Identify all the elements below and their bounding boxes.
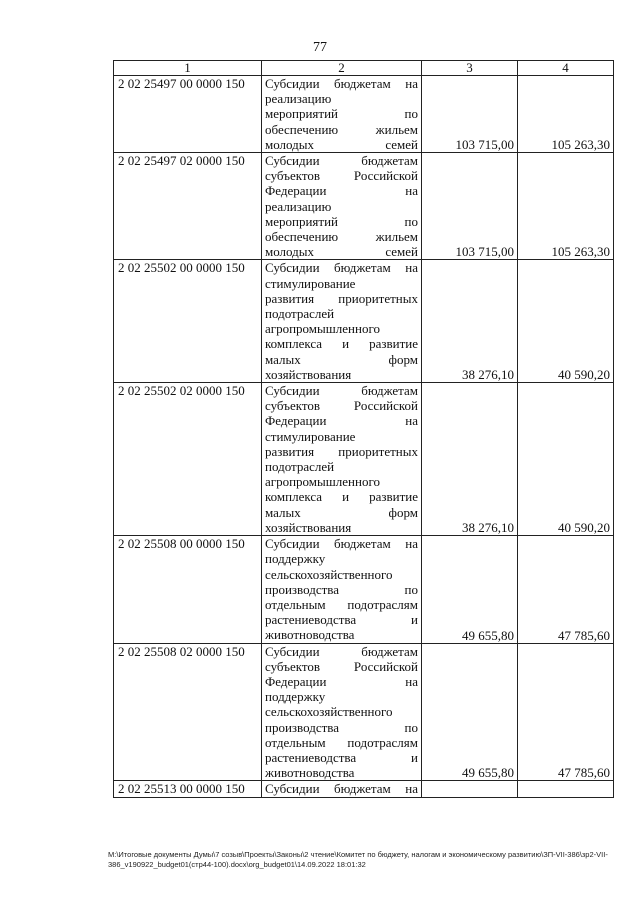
description-line: субъектов Российской [265, 168, 418, 184]
column-header: 3 [422, 61, 518, 76]
description-line: обеспечению жильем [265, 229, 418, 245]
description-line: Федерации на [265, 413, 418, 429]
description-cell [262, 76, 422, 153]
description-line: производства по [265, 719, 418, 735]
description-line: обеспечению жильем [265, 121, 418, 137]
description-line: мероприятий по [265, 213, 418, 229]
amount-col4-cell [518, 781, 614, 798]
description-line: малых форм [265, 351, 418, 367]
budget-code-cell: 2 02 25502 00 0000 150 [114, 260, 262, 383]
description-line: отдельным подотраслям [265, 734, 418, 750]
description-line: Субсидии бюджетам на [265, 536, 418, 552]
amount-col3-cell: 103 715,00 [422, 76, 518, 153]
description-line: агропромышленного [265, 474, 380, 490]
description-line: реализацию [265, 91, 332, 107]
description-line: Субсидии бюджетам [265, 383, 418, 399]
description-line: Субсидии бюджетам на [265, 781, 418, 797]
budget-table [113, 60, 614, 798]
description-line: реализацию [265, 198, 332, 214]
table-row [114, 76, 614, 153]
table-row [114, 781, 614, 798]
document-path-footer [108, 850, 618, 870]
column-header: 2 [262, 61, 422, 76]
description-line: Субсидии бюджетам на [265, 76, 418, 91]
amount-col3-cell: 38 276,10 [422, 383, 518, 536]
table-row [114, 536, 614, 643]
description-line: Федерации на [265, 673, 418, 689]
amount-col3-cell: 49 655,80 [422, 536, 518, 643]
description-line: растениеводства и [265, 749, 418, 765]
amount-col3-cell: 38 276,10 [422, 260, 518, 383]
description-line: агропромышленного [265, 321, 380, 337]
description-line: Субсидии бюджетам [265, 153, 418, 169]
description-line: молодых семей [265, 244, 418, 260]
budget-code-cell: 2 02 25508 02 0000 150 [114, 643, 262, 781]
description-line: комплекса и развитие [265, 336, 418, 352]
amount-col3-cell [422, 781, 518, 798]
table-header-row [114, 61, 614, 76]
description-line: стимулирование [265, 275, 356, 291]
description-line: подотраслей [265, 306, 335, 322]
description-line: животноводства [265, 627, 355, 643]
description-line: развития приоритетных [265, 290, 418, 306]
description-line: сельскохозяйственного [265, 566, 393, 582]
budget-code-cell: 2 02 25497 00 0000 150 [114, 76, 262, 153]
description-line: поддержку [265, 551, 326, 567]
description-cell [262, 643, 422, 781]
description-cell [262, 781, 422, 798]
amount-col3-cell: 49 655,80 [422, 643, 518, 781]
column-header: 1 [114, 61, 262, 76]
amount-col4-cell: 105 263,30 [518, 153, 614, 260]
description-line: отдельным подотраслям [265, 596, 418, 612]
description-line: производства по [265, 581, 418, 597]
column-header: 4 [518, 61, 614, 76]
footer-line: M:\Итоговые документы Думы\7 созыв\Проекты\Законы\2 чтение\Комитет по бюджету, налогам и экономическому развитию\ЗП-VII-386\зр2-VII- [108, 850, 608, 859]
description-line: Субсидии бюджетам на [265, 260, 418, 276]
table-body [114, 76, 614, 798]
description-line: субъектов Российской [265, 398, 418, 414]
description-line: растениеводства и [265, 612, 418, 628]
amount-col4-cell: 40 590,20 [518, 260, 614, 383]
budget-code-cell: 2 02 25508 00 0000 150 [114, 536, 262, 643]
table-row [114, 383, 614, 536]
description-line: Федерации на [265, 183, 418, 199]
description-cell [262, 383, 422, 536]
budget-code-cell: 2 02 25497 02 0000 150 [114, 153, 262, 260]
description-line: малых форм [265, 504, 418, 520]
amount-col4-cell: 47 785,60 [518, 536, 614, 643]
budget-code-cell: 2 02 25513 00 0000 150 [114, 781, 262, 798]
description-line: комплекса и развитие [265, 489, 418, 505]
footer-line: 386_v190922_budget01(стр44-100).docx\org_budget01\14.09.2022 18:01:32 [108, 860, 366, 869]
description-line: субъектов Российской [265, 658, 418, 674]
description-line: поддержку [265, 689, 326, 705]
description-line: стимулирование [265, 428, 356, 444]
description-line: Субсидии бюджетам [265, 643, 418, 659]
description-cell [262, 536, 422, 643]
description-line: молодых семей [265, 136, 418, 152]
description-line: подотраслей [265, 459, 335, 475]
description-line: развития приоритетных [265, 443, 418, 459]
description-line: животноводства [265, 765, 355, 781]
description-cell [262, 153, 422, 260]
amount-col3-cell: 103 715,00 [422, 153, 518, 260]
description-line: хозяйствования [265, 519, 352, 535]
table-row [114, 153, 614, 260]
description-line: сельскохозяйственного [265, 704, 393, 720]
page-number: 77 [313, 40, 327, 55]
amount-col4-cell: 47 785,60 [518, 643, 614, 781]
amount-col4-cell: 40 590,20 [518, 383, 614, 536]
description-line: хозяйствования [265, 366, 352, 382]
amount-col4-cell: 105 263,30 [518, 76, 614, 153]
description-line: мероприятий по [265, 106, 418, 122]
table-row [114, 643, 614, 781]
table-row [114, 260, 614, 383]
budget-code-cell: 2 02 25502 02 0000 150 [114, 383, 262, 536]
description-cell [262, 260, 422, 383]
